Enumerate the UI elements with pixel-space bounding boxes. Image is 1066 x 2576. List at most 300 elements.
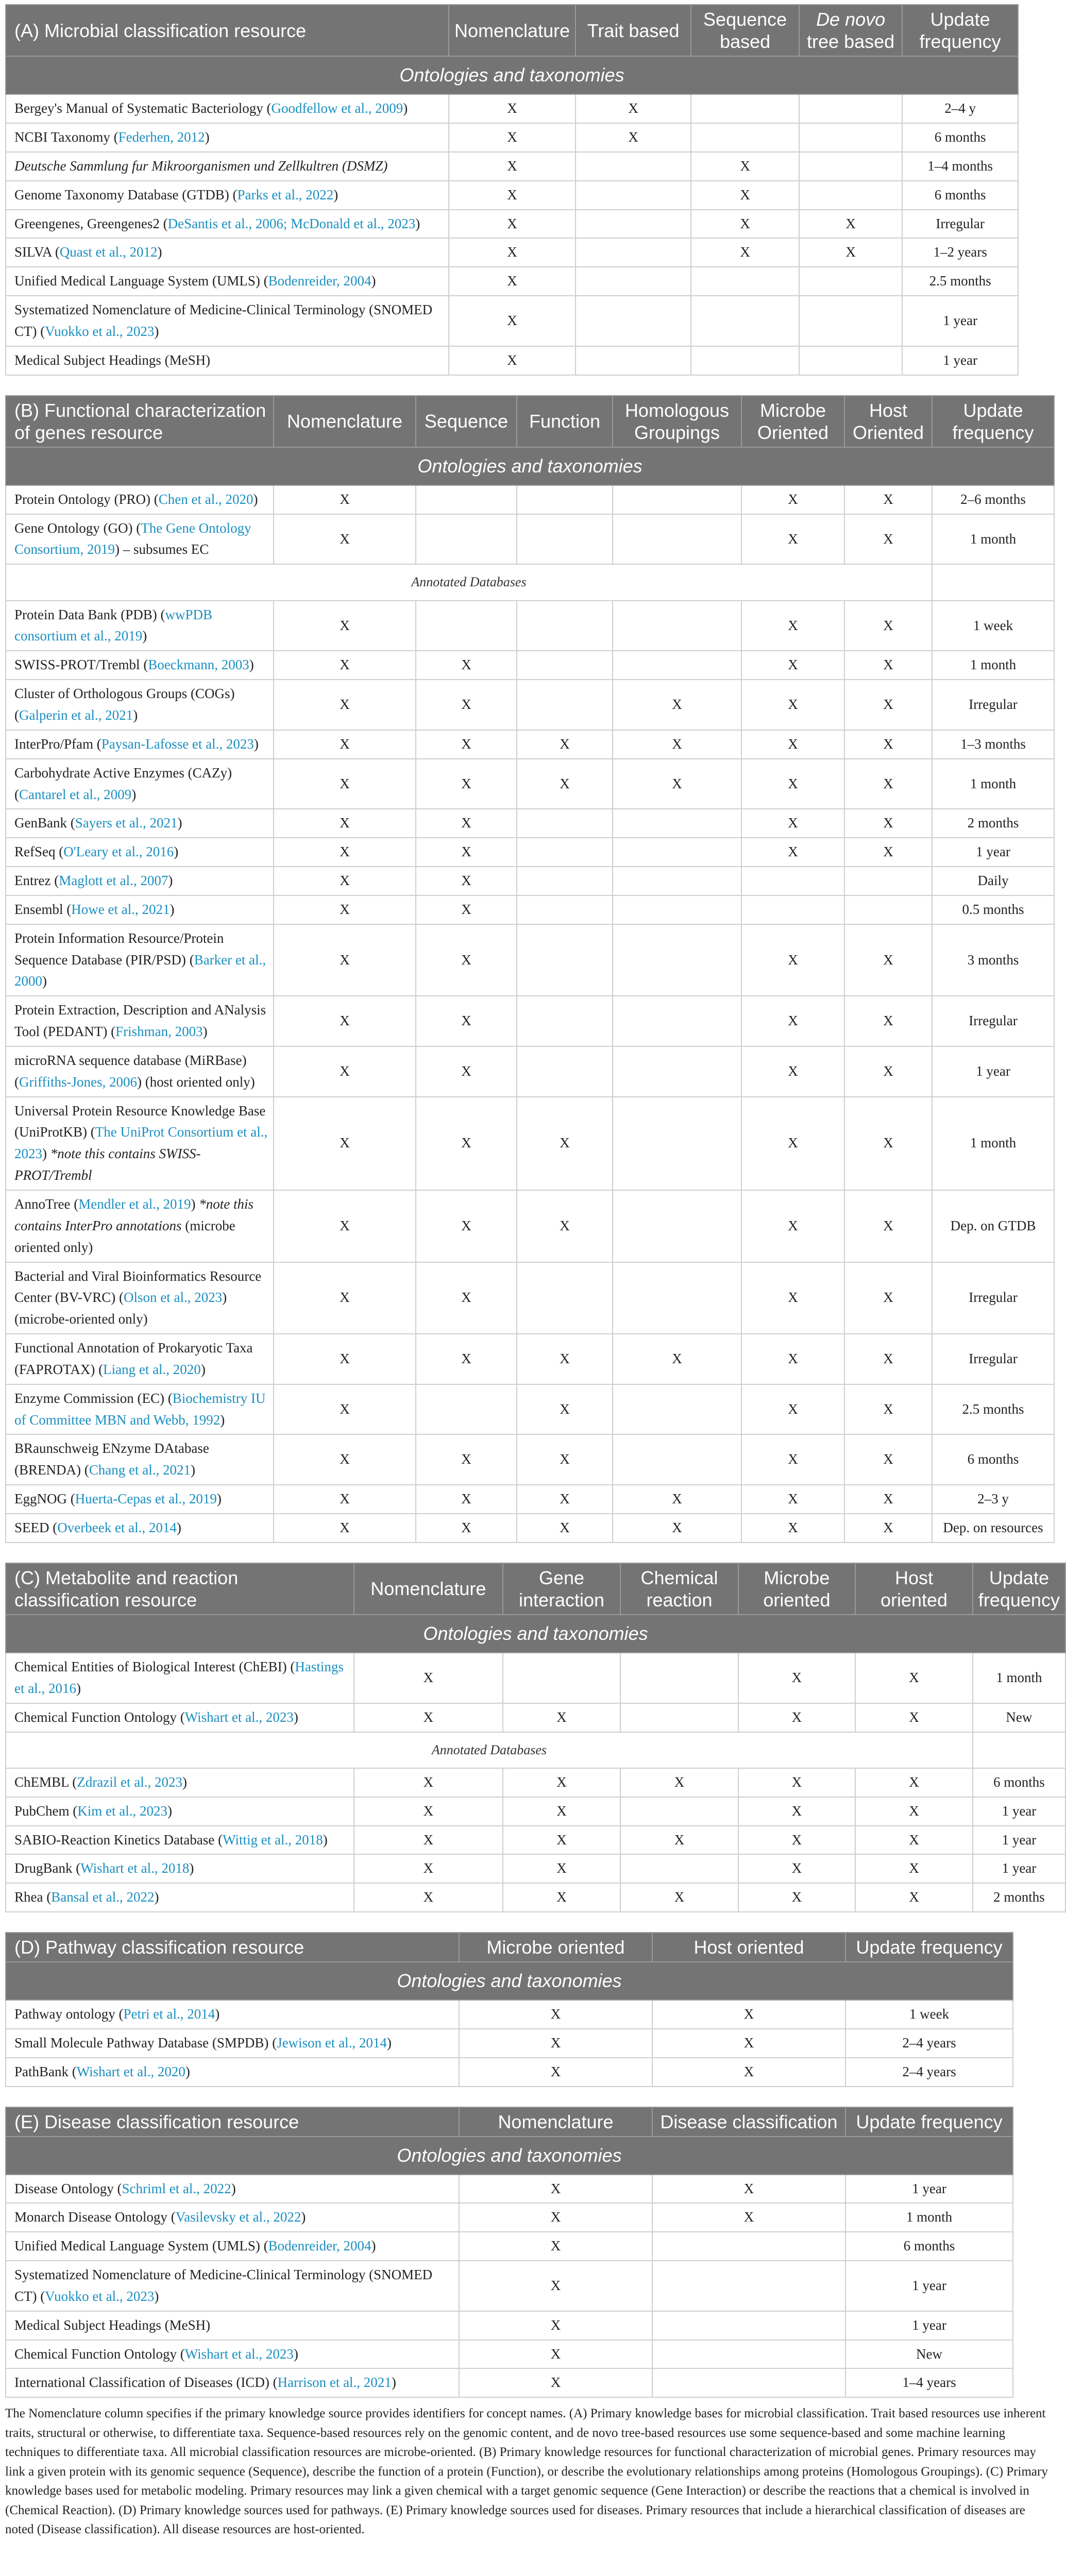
value-cell: X <box>741 924 844 996</box>
value-cell: X <box>741 680 844 730</box>
citation-link[interactable]: Huerta-Cepas et al., 2019 <box>75 1491 217 1507</box>
column-header: Gene interaction <box>503 1563 621 1615</box>
value-cell <box>741 867 844 895</box>
citation-link[interactable]: Petri et al., 2014 <box>123 2006 215 2022</box>
table-row <box>6 267 1018 296</box>
resource-name: Carbohydrate Active Enzymes (CAZy) <box>14 765 232 781</box>
value-cell: X <box>613 1514 741 1543</box>
value-cell: X <box>855 1703 973 1732</box>
value-cell: 2.5 months <box>902 267 1018 296</box>
citation-link[interactable]: wwPDB consortium et al., 2019 <box>14 606 212 644</box>
value-cell: X <box>274 1097 416 1190</box>
value-cell: New <box>845 2340 1013 2369</box>
value-cell: Irregular <box>932 1262 1054 1334</box>
value-cell: X <box>844 1097 932 1190</box>
resource-name: Bacterial and Viral Bioinformatics Resource Center (BV-VRC) <box>14 1268 262 1306</box>
value-cell: X <box>576 94 691 123</box>
value-cell: X <box>741 809 844 838</box>
resource-name-cell <box>6 152 449 181</box>
resource-name-cell: Bacterial and Viral Bioinformatics Resource Center (BV-VRC) (Olson et al., 2023) (microbe-oriented only) <box>6 1262 274 1334</box>
citation-link[interactable]: Cantarel et al., 2009 <box>19 786 132 802</box>
resource-name: PubChem <box>14 1803 70 1819</box>
column-header: Trait based <box>576 5 691 56</box>
table-row <box>6 514 1054 565</box>
value-cell: X <box>274 759 416 809</box>
value-cell <box>517 1046 613 1097</box>
value-cell: X <box>855 1826 973 1855</box>
resource-name: Chemical Function Ontology <box>14 1709 177 1725</box>
value-cell: X <box>620 1826 738 1855</box>
value-cell <box>652 2311 845 2340</box>
citation-link[interactable]: DeSantis et al., 2006; McDonald et al., 2023 <box>167 215 416 231</box>
value-cell: X <box>613 730 741 759</box>
value-cell: 2–6 months <box>932 485 1054 514</box>
value-cell: X <box>354 1854 503 1883</box>
resource-name-cell: RefSeq (O'Leary et al., 2016) <box>6 838 274 867</box>
value-cell <box>517 485 613 514</box>
resource-name-cell: Small Molecule Pathway Database (SMPDB) (Jewison et al., 2014) <box>6 2029 459 2058</box>
resource-name: ChEMBL <box>14 1774 69 1790</box>
citation-link[interactable]: Biochemistry IU of Committee MBN and Webb, 1992 <box>14 1390 266 1428</box>
citation-link[interactable]: Griffiths-Jones, 2006 <box>19 1074 137 1090</box>
value-cell: X <box>274 680 416 730</box>
value-cell: X <box>354 1826 503 1855</box>
value-cell: 2–4 years <box>845 2029 1013 2058</box>
citation-link[interactable]: Quast et al., 2012 <box>59 244 158 260</box>
table-row <box>6 2029 1013 2058</box>
value-cell: X <box>274 1046 416 1097</box>
value-cell <box>576 181 691 210</box>
value-cell <box>613 485 741 514</box>
citation-link[interactable]: Vasilevsky et al., 2022 <box>175 2209 301 2225</box>
table-row <box>6 1262 1054 1334</box>
value-cell: X <box>459 2000 652 2029</box>
table-row <box>6 1334 1054 1384</box>
resource-name: Protein Data Bank (PDB) <box>14 606 157 622</box>
citation-link[interactable]: The Gene Ontology Consortium, 2019 <box>14 520 251 557</box>
table-row <box>6 2058 1013 2087</box>
resource-name-cell: AnnoTree (Mendler et al., 2019) *note this contains InterPro annotations (microbe oriented only) <box>6 1190 274 1262</box>
resource-name: EggNOG <box>14 1491 67 1507</box>
column-header: De novo tree based <box>799 5 902 56</box>
value-cell: X <box>855 1883 973 1912</box>
column-header: Host oriented <box>855 1563 973 1615</box>
value-cell: X <box>416 759 517 809</box>
resource-name: AnnoTree <box>14 1196 71 1212</box>
resource-name: NCBI Taxonomy <box>14 129 110 145</box>
value-cell: 1 month <box>932 759 1054 809</box>
column-header: Microbe Oriented <box>741 396 844 447</box>
resource-name: Systematized Nomenclature of Medicine-Clinical Terminology (SNOMED CT) <box>14 302 433 339</box>
value-cell <box>517 601 613 651</box>
citation-link[interactable]: Kim et al., 2023 <box>77 1803 167 1819</box>
resource-name-cell: InterPro/Pfam (Paysan-Lafosse et al., 2023) <box>6 730 274 759</box>
resource-name: Deutsche Sammlung fur Mikroorganismen und Zellkultren (DSMZ) <box>14 158 388 174</box>
table-row <box>6 601 1054 651</box>
table-title: (B) Functional characterization of genes resource <box>6 396 274 447</box>
annotation-empty-cell <box>932 564 1054 600</box>
citation-link[interactable]: Chang et al., 2021 <box>89 1462 191 1478</box>
value-cell: X <box>449 296 576 346</box>
value-cell: X <box>738 1854 856 1883</box>
value-cell <box>691 123 799 152</box>
value-cell: X <box>416 1434 517 1485</box>
value-cell: 1 year <box>902 296 1018 346</box>
section-header-row <box>6 56 1018 94</box>
table-row <box>6 1883 1065 1912</box>
resource-name-cell: Chemical Entities of Biological Interest (ChEBI) (Hastings et al., 2016) <box>6 1653 354 1703</box>
value-cell: X <box>844 1434 932 1485</box>
resource-name: Pathway ontology <box>14 2006 115 2022</box>
table-row <box>6 1046 1054 1097</box>
table-row <box>6 238 1018 267</box>
resource-note: (host oriented only) <box>142 1074 255 1090</box>
citation-link[interactable]: The UniProt Consortium et al., 2023 <box>14 1124 268 1162</box>
tables-container <box>0 4 1066 2398</box>
table-row <box>6 2311 1013 2340</box>
value-cell <box>691 267 799 296</box>
annotation-label: Annotated Databases <box>6 564 932 600</box>
resource-name: Unified Medical Language System (UMLS) <box>14 273 260 289</box>
resource-name-cell: Universal Protein Resource Knowledge Base (UniProtKB) (The UniProt Consortium et al., 2023) *note this contains SWISS-PROT/Trembl <box>6 1097 274 1190</box>
citation-link[interactable]: Zdrazil et al., 2023 <box>77 1774 182 1790</box>
value-cell: X <box>416 1485 517 1514</box>
value-cell <box>691 94 799 123</box>
resource-name: Disease Ontology <box>14 2180 114 2196</box>
value-cell <box>517 1262 613 1334</box>
column-header: Microbe oriented <box>738 1563 856 1615</box>
table-row <box>6 123 1018 152</box>
table-row <box>6 895 1054 924</box>
resource-name-cell <box>6 2311 459 2340</box>
column-header: Homologous Groupings <box>613 396 741 447</box>
value-cell: X <box>459 2340 652 2369</box>
citation-link[interactable]: Frishman, 2003 <box>115 1024 203 1040</box>
resource-name-cell: SABIO-Reaction Kinetics Database (Wittig et al., 2018) <box>6 1826 354 1855</box>
value-cell: X <box>274 1434 416 1485</box>
citation-link[interactable]: Chen et al., 2020 <box>158 491 253 507</box>
value-cell: X <box>855 1854 973 1883</box>
value-cell <box>613 996 741 1046</box>
value-cell: X <box>613 759 741 809</box>
citation-link[interactable]: Paysan-Lafosse et al., 2023 <box>101 736 254 752</box>
table-header-row <box>6 1933 1013 1962</box>
value-cell: X <box>844 730 932 759</box>
resource-name-cell: Systematized Nomenclature of Medicine-Clinical Terminology (SNOMED CT) (Vuokko et al., 2023) <box>6 296 449 346</box>
value-cell <box>844 867 932 895</box>
table-footnote: The Nomenclature column specifies if the primary knowledge source provides identifiers for concept names. (A) Primary knowledge bases for microbial classification. Trait based resources use inherent traits, structural or otherwise, to differentiate taxa. Sequence-based resources rely on the genomic content, and de novo tree-based resources use some sequence-based and some machine learning techniques to differentiate taxa. All microbial classification resources are microbe-oriented. (B) Primary knowledge resources for functional characterization of microbial genes. Primary resources may link a given protein with its genomic sequence (Sequence), describe the function of a protein (Function), or describe the evolutionary relationships among proteins (Homologous Groupings). (C) Primary knowledge bases used for metabolic modeling. Primary resources may link a given chemical with a target genomic sequence (Gene Interaction) or describe the reactions that a chemical is involved in (Chemical Reaction). (D) Primary knowledge sources used for pathways. (E) Primary knowledge sources used for diseases. Primary resources that include a hierarchical classification of diseases are noted (Disease classification). All disease resources are host-oriented. <box>5 2406 1048 2537</box>
resource-name: Bergey's Manual of Systematic Bacteriology <box>14 100 263 116</box>
value-cell <box>620 1797 738 1826</box>
value-cell: X <box>691 210 799 239</box>
table-row <box>6 1797 1065 1826</box>
resource-name: Cluster of Orthologous Groups (COGs) <box>14 686 235 702</box>
value-cell <box>799 94 902 123</box>
value-cell: X <box>274 601 416 651</box>
value-cell: X <box>449 238 576 267</box>
citation-link[interactable]: Howe et al., 2021 <box>71 901 170 917</box>
value-cell: X <box>741 1514 844 1543</box>
value-cell: 1 month <box>973 1653 1065 1703</box>
value-cell: X <box>741 730 844 759</box>
citation-link[interactable]: Wishart et al., 2023 <box>184 1709 294 1725</box>
value-cell: 1 month <box>845 2203 1013 2232</box>
value-cell: X <box>354 1797 503 1826</box>
value-cell: X <box>274 924 416 996</box>
resource-name-cell <box>6 346 449 375</box>
value-cell: X <box>459 2311 652 2340</box>
resource-name-cell: microRNA sequence database (MiRBase) (Griffiths-Jones, 2006) (host oriented only) <box>6 1046 274 1097</box>
value-cell: X <box>416 1097 517 1190</box>
value-cell <box>613 1097 741 1190</box>
table-row <box>6 1485 1054 1514</box>
resource-name-cell: Protein Ontology (PRO) (Chen et al., 2020) <box>6 485 274 514</box>
resource-name-cell: Protein Extraction, Description and ANalysis Tool (PEDANT) (Frishman, 2003) <box>6 996 274 1046</box>
value-cell: X <box>416 895 517 924</box>
resource-name-cell: Unified Medical Language System (UMLS) (Bodenreider, 2004) <box>6 267 449 296</box>
value-cell: X <box>844 1485 932 1514</box>
value-cell: X <box>416 838 517 867</box>
citation-link[interactable]: Federhen, 2012 <box>118 129 205 145</box>
resource-name-cell: Chemical Function Ontology (Wishart et al., 2023) <box>6 2340 459 2369</box>
value-cell: X <box>576 123 691 152</box>
value-cell: X <box>652 2203 845 2232</box>
citation-link[interactable]: Liang et al., 2020 <box>103 1361 201 1377</box>
value-cell: X <box>844 838 932 867</box>
resource-name: Systematized Nomenclature of Medicine-Clinical Terminology (SNOMED CT) <box>14 2267 433 2304</box>
table-row <box>6 1768 1065 1797</box>
resource-name: BRaunschweig ENzyme DAtabase (BRENDA) <box>14 1440 209 1478</box>
table-row <box>6 2203 1013 2232</box>
value-cell <box>576 267 691 296</box>
value-cell: X <box>274 730 416 759</box>
table-row <box>6 996 1054 1046</box>
value-cell: X <box>691 152 799 181</box>
value-cell <box>799 267 902 296</box>
value-cell <box>416 1384 517 1435</box>
table-row <box>6 1384 1054 1435</box>
value-cell: X <box>354 1703 503 1732</box>
value-cell: X <box>844 1514 932 1543</box>
citation-link[interactable]: Vuokko et al., 2023 <box>45 323 155 339</box>
value-cell: X <box>459 2368 652 2397</box>
column-header: Nomenclature <box>274 396 416 447</box>
resource-name-cell: Monarch Disease Ontology (Vasilevsky et al., 2022) <box>6 2203 459 2232</box>
citation-link[interactable]: Parks et al., 2022 <box>237 187 334 202</box>
value-cell: X <box>844 809 932 838</box>
resource-name: Functional Annotation of Prokaryotic Taxa (FAPROTAX) <box>14 1340 253 1377</box>
value-cell <box>613 924 741 996</box>
resource-name: Chemical Function Ontology <box>14 2346 177 2362</box>
value-cell: X <box>274 1485 416 1514</box>
resource-name-cell: Protein Information Resource/Protein Sequence Database (PIR/PSD) (Barker et al., 2000) <box>6 924 274 996</box>
citation-link[interactable]: Vuokko et al., 2023 <box>45 2288 155 2304</box>
value-cell <box>613 1190 741 1262</box>
value-cell <box>613 895 741 924</box>
value-cell: 2 months <box>973 1883 1065 1912</box>
value-cell: X <box>799 210 902 239</box>
value-cell: 6 months <box>902 123 1018 152</box>
citation-link[interactable]: Goodfellow et al., 2009 <box>271 100 403 116</box>
value-cell <box>576 296 691 346</box>
table-row <box>6 2000 1013 2029</box>
resource-name: Greengenes, Greengenes2 <box>14 215 160 231</box>
value-cell: X <box>459 2058 652 2087</box>
column-header: Update frequency <box>932 396 1054 447</box>
citation-link[interactable]: Galperin et al., 2021 <box>19 707 133 723</box>
value-cell: Irregular <box>902 210 1018 239</box>
value-cell: X <box>741 651 844 680</box>
value-cell: X <box>855 1797 973 1826</box>
column-header: Function <box>517 396 613 447</box>
table-row <box>6 759 1054 809</box>
value-cell: X <box>416 730 517 759</box>
citation-link[interactable]: Bodenreider, 2004 <box>268 2238 371 2254</box>
resource-name-cell: SILVA (Quast et al., 2012) <box>6 238 449 267</box>
resource-table-c <box>5 1563 1066 1912</box>
value-cell <box>799 152 902 181</box>
citation-link[interactable]: Overbeek et al., 2014 <box>57 1519 177 1535</box>
citation-link[interactable]: Barker et al., 2000 <box>14 952 266 989</box>
column-header: Update frequency <box>845 2107 1013 2137</box>
resource-name-cell: Rhea (Bansal et al., 2022) <box>6 1883 354 1912</box>
table-row <box>6 94 1018 123</box>
value-cell: X <box>652 2029 845 2058</box>
annotation-label: Annotated Databases <box>6 1732 973 1768</box>
value-cell: X <box>517 1434 613 1485</box>
section-label: Ontologies and taxonomies <box>6 56 1018 94</box>
citation-link[interactable]: Wishart et al., 2020 <box>76 2063 185 2079</box>
column-header: Nomenclature <box>449 5 576 56</box>
citation-link[interactable]: Bansal et al., 2022 <box>51 1889 155 1905</box>
value-cell <box>652 2261 845 2311</box>
value-cell: X <box>652 2175 845 2204</box>
resource-name: Protein Ontology (PRO) <box>14 491 151 507</box>
citation-link[interactable]: Olson et al., 2023 <box>124 1290 223 1306</box>
value-cell <box>517 838 613 867</box>
value-cell: 1 year <box>973 1826 1065 1855</box>
value-cell <box>613 1384 741 1435</box>
value-cell <box>613 809 741 838</box>
value-cell: X <box>844 924 932 996</box>
value-cell: X <box>517 1334 613 1384</box>
resource-name: Ensembl <box>14 901 63 917</box>
value-cell <box>576 346 691 375</box>
value-cell <box>613 601 741 651</box>
value-cell: X <box>416 680 517 730</box>
resource-name: International Classification of Diseases (ICD) <box>14 2375 269 2391</box>
resource-name: GenBank <box>14 815 67 831</box>
table-title: (C) Metabolite and reaction classification resource <box>6 1563 354 1615</box>
citation-link[interactable]: Harrison et al., 2021 <box>277 2375 392 2391</box>
value-cell: X <box>274 838 416 867</box>
resource-name: Small Molecule Pathway Database (SMPDB) <box>14 2035 269 2050</box>
resource-name-cell: Ensembl (Howe et al., 2021) <box>6 895 274 924</box>
resource-name-cell: Protein Data Bank (PDB) (wwPDB consortium et al., 2019) <box>6 601 274 651</box>
value-cell <box>620 1703 738 1732</box>
value-cell: X <box>844 1046 932 1097</box>
citation-link[interactable]: Boeckmann, 2003 <box>148 657 249 673</box>
value-cell: X <box>741 1334 844 1384</box>
value-cell: X <box>354 1768 503 1797</box>
value-cell: 2–4 y <box>902 94 1018 123</box>
value-cell: X <box>449 267 576 296</box>
resource-name: Gene Ontology (GO) <box>14 520 133 536</box>
value-cell: X <box>416 651 517 680</box>
table-header-row <box>6 5 1018 56</box>
value-cell: X <box>741 996 844 1046</box>
citation-link[interactable]: Wishart et al., 2018 <box>80 1860 190 1876</box>
value-cell: 1–4 years <box>845 2368 1013 2397</box>
value-cell <box>613 514 741 565</box>
resource-name-cell: GenBank (Sayers et al., 2021) <box>6 809 274 838</box>
citation-link[interactable]: Schriml et al., 2022 <box>122 2180 231 2196</box>
resource-name-cell: Greengenes, Greengenes2 (DeSantis et al., 2006; McDonald et al., 2023) <box>6 210 449 239</box>
value-cell: X <box>620 1768 738 1797</box>
resource-name: SWISS-PROT/Trembl <box>14 657 140 673</box>
value-cell: X <box>613 680 741 730</box>
value-cell: X <box>620 1883 738 1912</box>
value-cell: X <box>652 2058 845 2087</box>
value-cell: X <box>741 601 844 651</box>
citation-link[interactable]: Bodenreider, 2004 <box>268 273 371 289</box>
resource-name-cell: EggNOG (Huerta-Cepas et al., 2019) <box>6 1485 274 1514</box>
citation-link[interactable]: O'Leary et al., 2016 <box>63 844 174 860</box>
citation-link[interactable]: Wittig et al., 2018 <box>223 1832 323 1848</box>
resource-name: RefSeq <box>14 844 56 860</box>
value-cell: X <box>844 1384 932 1435</box>
value-cell <box>799 296 902 346</box>
value-cell: X <box>652 2000 845 2029</box>
citation-link[interactable]: Wishart et al., 2023 <box>184 2346 294 2362</box>
table-row <box>6 809 1054 838</box>
value-cell: 1 year <box>845 2175 1013 2204</box>
value-cell <box>799 346 902 375</box>
resource-name: Protein Information Resource/Protein Sequence Database (PIR/PSD) <box>14 930 224 968</box>
value-cell <box>691 296 799 346</box>
value-cell: 1 year <box>902 346 1018 375</box>
value-cell <box>416 485 517 514</box>
table-row <box>6 152 1018 181</box>
value-cell: 6 months <box>932 1434 1054 1485</box>
citation-link[interactable]: Jewison et al., 2014 <box>277 2035 387 2050</box>
resource-name: Enzyme Commission (EC) <box>14 1390 164 1406</box>
value-cell: X <box>741 485 844 514</box>
value-cell: X <box>459 2029 652 2058</box>
citation-link[interactable]: Hastings et al., 2016 <box>14 1659 344 1696</box>
value-cell: X <box>459 2175 652 2204</box>
value-cell: X <box>459 2261 652 2311</box>
value-cell: 1 week <box>845 2000 1013 2029</box>
value-cell: X <box>416 1514 517 1543</box>
value-cell: X <box>613 1334 741 1384</box>
value-cell: X <box>274 1190 416 1262</box>
value-cell: 1 year <box>932 1046 1054 1097</box>
citation-link[interactable]: Sayers et al., 2021 <box>75 815 178 831</box>
resource-name-cell: SWISS-PROT/Trembl (Boeckmann, 2003) <box>6 651 274 680</box>
value-cell: X <box>844 485 932 514</box>
annotation-empty-cell <box>973 1732 1065 1768</box>
citation-link[interactable]: Mendler et al., 2019 <box>78 1196 191 1212</box>
value-cell: 1 year <box>845 2261 1013 2311</box>
citation-link[interactable]: Maglott et al., 2007 <box>59 873 168 889</box>
value-cell <box>844 895 932 924</box>
value-cell <box>613 1434 741 1485</box>
value-cell: Dep. on resources <box>932 1514 1054 1543</box>
column-header: Microbe oriented <box>459 1933 652 1962</box>
value-cell <box>416 514 517 565</box>
value-cell <box>652 2232 845 2261</box>
